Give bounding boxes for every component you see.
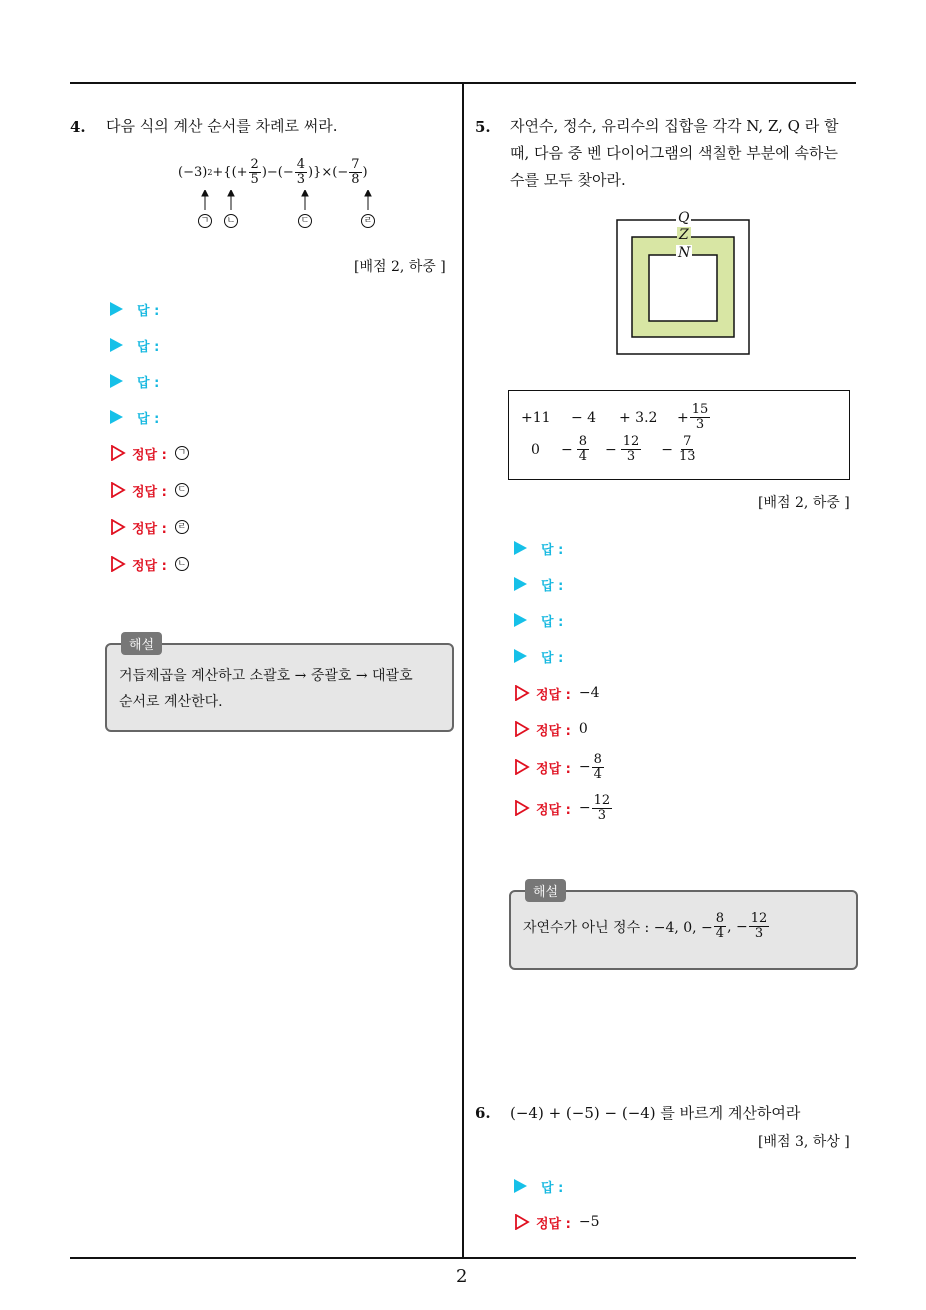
outline-play-icon [514,759,530,775]
q5-explanation-text: 자연수가 아닌 정수 : −4, 0, − $\frac{8}{4}$ , − $\frac{12}{3}$ [523,911,768,941]
q5-explanation-box [509,885,858,970]
q5-score: [배점 2, 하중 ] [758,495,850,511]
q4-answer-2: 답 : [110,335,159,355]
q4-correct-4: 정답 : ㄴ [110,554,189,574]
play-icon [110,374,123,388]
play-icon [110,302,123,316]
q6-answer-1: 답 : [514,1176,563,1196]
q5-frac-7-13: $\frac{7}{13}$ [679,434,696,464]
q4-correct-2: 정답 : ㄷ [110,480,189,500]
q4-explanation-box [105,638,454,732]
q5-number-box [508,390,850,480]
q4-frac-3: $\frac{7}{8}$ [351,157,360,187]
q5-answer-4: 답 : [514,646,563,666]
outline-play-icon [514,1214,530,1230]
q5-correct-1: 정답 : −4 [514,683,599,703]
q4-score: [배점 2, 하중 ] [354,259,446,275]
play-icon [514,577,527,591]
q4-expression [178,158,368,187]
q4-marker-4: ㄹ [361,214,375,228]
outline-play-icon [110,519,126,535]
q4-correct-1: 정답 : ㄱ [110,443,189,463]
q4-text: 다음 식의 계산 순서를 차례로 써라. [106,117,338,135]
q5-answer-2: 답 : [514,574,563,594]
q4-marker-3: ㄷ [298,214,312,228]
q4-expr-part1: +{(+ [212,165,248,180]
column-divider [462,82,464,1258]
q4-marker-2: ㄴ [224,214,238,228]
outline-play-icon [514,685,530,701]
q4-number: 4. [70,118,86,136]
bottom-rule [70,1257,856,1259]
q4-marker-1: ㄱ [198,214,212,228]
play-icon [514,541,527,555]
q6-score: [배점 3, 하상 ] [758,1134,850,1150]
play-icon [110,410,123,424]
outline-play-icon [110,556,126,572]
venn-label-z: Z [679,227,689,243]
q5-answer-3: 답 : [514,610,563,630]
outline-play-icon [110,482,126,498]
play-icon [514,1179,527,1193]
q5-correct-4: 정답 : − $\frac{12}{3}$ [514,798,613,818]
q6-number: 6. [475,1104,491,1122]
q5-text: 자연수, 정수, 유리수의 집합을 각각 N, Z, Q 라 할 때, 다음 중 벤 다이어그램의 색칠한 부분에 속하는 수를 모두 찾아라. [510,117,839,189]
q5-number-row-2: 0 − $\frac{8}{4}$ − $\frac{12}{3}$ − $\frac{7}{13}$ [531,434,696,464]
q6-correct-1: 정답 : −5 [514,1212,599,1232]
q6-text: (−4) + (−5) − (−4) 를 바르게 계산하여라 [510,1104,801,1122]
q5-correct-3: 정답 : − $\frac{8}{4}$ [514,757,605,777]
q4-explanation-text: 거듭제곱을 계산하고 소괄호 → 중괄호 → 대괄호 순서로 계산한다. [119,668,413,710]
q5-frac-15-3: $\frac{15}{3}$ [691,402,709,432]
q4-frac-1: $\frac{2}{5}$ [250,157,259,187]
q4-order-arrows [190,190,390,212]
page-number: 2 [456,1266,468,1287]
q4-correct-3: 정답 : ㄹ [110,517,189,537]
outline-play-icon [110,445,126,461]
play-icon [110,338,123,352]
venn-label-q: Q [678,210,690,226]
venn-diagram [616,210,750,355]
outline-play-icon [514,721,530,737]
q5-correct-2: 정답 : 0 [514,719,588,739]
q4-answer-1: 답 : [110,299,159,319]
q5-number: 5. [475,118,491,136]
q4-frac-2: $\frac{4}{3}$ [296,157,306,187]
q4-expr-part2: )−(− [261,165,294,180]
q4-answer-3: 답 : [110,371,159,391]
q5-frac-8-4: $\frac{8}{4}$ [578,434,588,464]
q4-expr-base: (−3) [178,165,208,180]
q4-expr-part4: ) [362,165,368,180]
q4-expr-exp: 2 [207,168,213,177]
q4-expr-part3: )}×(− [308,165,349,180]
play-icon [514,649,527,663]
venn-label-n: N [678,245,691,261]
q5-answer-1: 답 : [514,538,563,558]
q5-frac-12-3: $\frac{12}{3}$ [622,434,640,464]
outline-play-icon [514,800,530,816]
explanation-tag: 해설 [121,632,162,655]
explanation-tag: 해설 [525,879,566,902]
play-icon [514,613,527,627]
q5-number-row-1: +11 − 4 + 3.2 + $\frac{15}{3}$ [521,402,709,432]
q4-answer-4: 답 : [110,407,159,427]
